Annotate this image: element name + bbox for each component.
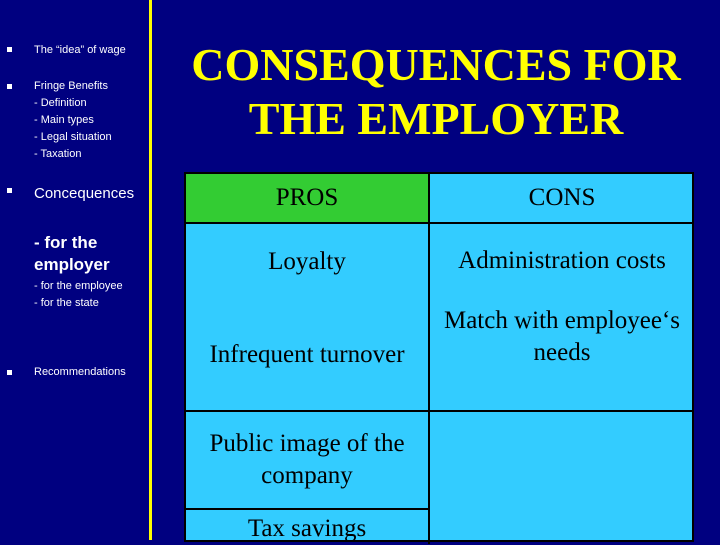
sidebar-subitem-employer-active[interactable]: - for the employer	[34, 233, 110, 274]
sidebar	[0, 0, 149, 540]
bullet-icon	[7, 188, 12, 193]
cons-item: Match with employee‘s needs	[443, 307, 681, 366]
sidebar-subitem-definition[interactable]: - Definition	[34, 97, 87, 109]
sidebar-item-label: Fringe Benefits	[34, 80, 108, 92]
pros-item: Infrequent turnover	[209, 341, 405, 368]
sidebar-item-recommendations[interactable]: Recommendations	[34, 366, 126, 378]
cons-header: CONS	[528, 184, 596, 211]
sidebar-subitem-taxation[interactable]: - Taxation	[34, 148, 82, 160]
bullet-icon	[7, 370, 12, 375]
cons-item: Administration costs	[458, 247, 666, 274]
sidebar-subitem-legal-situation[interactable]: - Legal situation	[34, 131, 112, 143]
sidebar-subitem-main-types[interactable]: - Main types	[34, 114, 94, 126]
pros-header: PROS	[275, 184, 339, 211]
pros-item: Loyalty	[268, 248, 346, 275]
bullet-icon	[7, 47, 12, 52]
sidebar-consequences-subitems	[34, 278, 123, 312]
sidebar-item-wage[interactable]: The “idea” of wage	[34, 44, 126, 56]
bullet-icon	[7, 84, 12, 89]
pros-item: Tax savings	[247, 515, 367, 542]
sidebar-item-fringe-benefits[interactable]	[34, 78, 112, 163]
pros-item: Public image of the company	[209, 430, 405, 489]
pros-cons-table	[184, 172, 694, 542]
sidebar-subitem-state[interactable]: - for the state	[34, 297, 99, 309]
page-title: CONSEQUENCES FOR THE EMPLOYER	[191, 39, 681, 144]
sidebar-item-consequences[interactable]: Concequences	[34, 185, 135, 202]
sidebar-subitem-employee[interactable]: - for the employee	[34, 280, 123, 292]
